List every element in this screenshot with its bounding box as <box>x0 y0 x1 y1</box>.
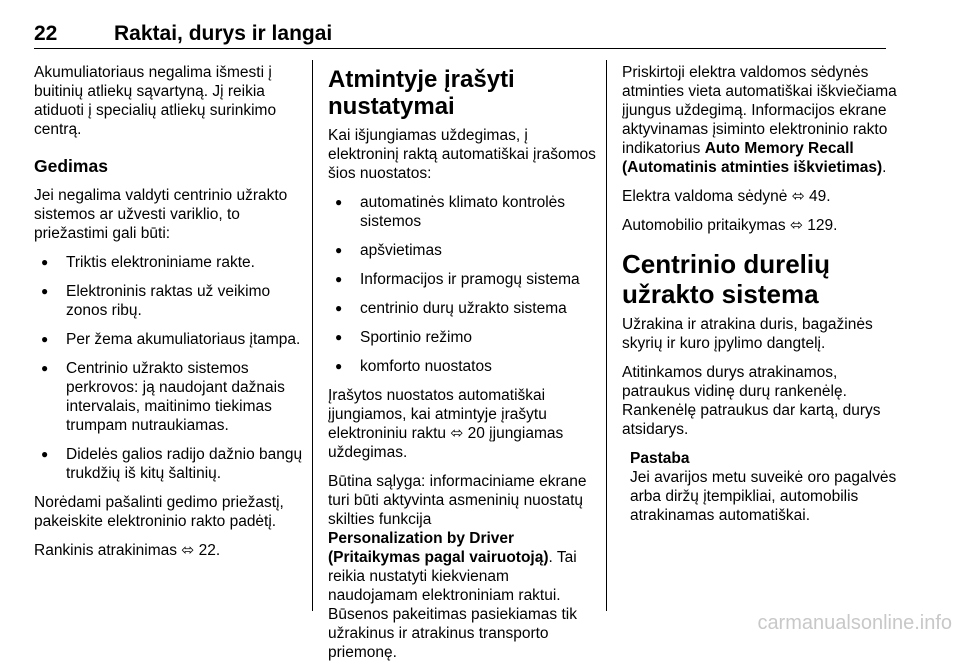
section-heading-memory: Atmintyje įrašyti nustatymai <box>328 66 515 120</box>
list-item: ● centrinio durų užrakto sistema <box>328 299 602 318</box>
note-title: Pastaba <box>630 450 690 467</box>
column-divider <box>312 60 313 611</box>
list-item: ● apšvietimas <box>328 241 602 260</box>
bold-setting-name: Auto Memory Recall (Automatinis atminties iškvietimas) <box>622 140 883 176</box>
column-divider <box>606 60 607 611</box>
page-number: 22 <box>34 22 58 45</box>
cross-reference: Rankinis atrakinimas ⬄ 22. <box>34 542 221 559</box>
list-item: ● Sportinio režimo <box>328 328 602 347</box>
list-item: ● Didelės galios radijo dažnio bangų trukdžių iš kitų šaltinių. <box>34 445 304 483</box>
paragraph: Atitinkamos durys atrakinamos, patraukus vidinę durų rankenėlę. Rankenėlę patraukus dar kartą, durys atsidarys. <box>622 364 881 438</box>
text: . Tai reikia nustatyti kiekvienam naudojamam elektroniniam raktui. Būsenos pakeitimas pasiekiamas tik užrakinus ir atrakinus transporto priemonę. <box>328 549 577 661</box>
cross-reference: Automobilio pritaikymas ⬄ 129. <box>622 217 838 234</box>
list-item: ● Centrinio užrakto sistemos perkrovos: ją naudojant dažnais intervalais, maitinimo tiekimas trumpam nutraukiamas. <box>34 359 304 435</box>
page-title: Raktai, durys ir langai <box>114 22 333 45</box>
note-text: Jei avarijos metu suveikė oro pagalvės arba diržų įtempikliai, automobilis atrakinamas automatiškai. <box>630 469 897 524</box>
paragraph <box>328 472 602 662</box>
list-item: ● Per žema akumuliatoriaus įtampa. <box>34 330 304 349</box>
list-item: ● Triktis elektroniniame rakte. <box>34 253 304 272</box>
paragraph: Kai išjungiamas uždegimas, į elektroninį raktą automatiškai įrašomos šios nuostatos: <box>328 127 596 182</box>
bullet-list <box>328 193 602 376</box>
text: . <box>882 159 887 176</box>
watermark: carmanualsonline.info <box>757 612 952 634</box>
list-item: ● Informacijos ir pramogų sistema <box>328 270 602 289</box>
text: Priskirtoji elektra valdomos sėdynės atminties vieta automatiškai iškviečiama įjungus uždegimą. Informacijos ekrane aktyvinamas įsiminto elektroninio rakto indikatorius <box>622 64 897 157</box>
page-header <box>0 0 960 50</box>
intro-paragraph: Akumuliatoriaus negalima išmesti į buitinių atliekų sąvartyną. Jį reikia atiduoti į specialių atliekų surinkimo centrą. <box>34 64 277 138</box>
paragraph: Norėdami pašalinti gedimo priežastį, pakeiskite elektroninio rakto padėtį. <box>34 494 284 530</box>
paragraph: Jei negalima valdyti centrinio užrakto sistemos ar užvesti variklio, to priežastimi gali būti: <box>34 187 288 242</box>
paragraph: Užrakina ir atrakina duris, bagažinės skyrių ir kuro įpylimo dangtelį. <box>622 316 873 352</box>
column-3 <box>622 63 898 525</box>
list-item: ● komforto nuostatos <box>328 357 602 376</box>
paragraph: Įrašytos nuostatos automatiškai įjungiamos, kai atmintyje įrašytu elektroniniu raktu ⬄ 20 įjungiamas uždegimas. <box>328 387 564 461</box>
list-item: ● Elektroninis raktas už veikimo zonos ribų. <box>34 282 304 320</box>
paragraph <box>622 63 898 177</box>
cross-reference: Elektra valdoma sėdynė ⬄ 49. <box>622 188 831 205</box>
bullet-list <box>34 253 304 483</box>
note-box <box>630 449 898 525</box>
section-heading-central-locking: Centrinio durelių užrakto sistema <box>622 249 830 309</box>
text: Būtina sąlyga: informaciniame ekrane turi būti aktyvinta asmeninių nuostatų skilties funkcija <box>328 473 587 528</box>
list-item: ● automatinės klimato kontrolės sistemos <box>328 193 602 231</box>
section-heading-gedimas: Gedimas <box>34 156 108 176</box>
header-rule <box>34 48 886 49</box>
bold-setting-name: Personalization by Driver (Pritaikymas pagal vairuotoją) <box>328 530 549 566</box>
column-2 <box>328 66 602 672</box>
column-1 <box>34 63 304 570</box>
